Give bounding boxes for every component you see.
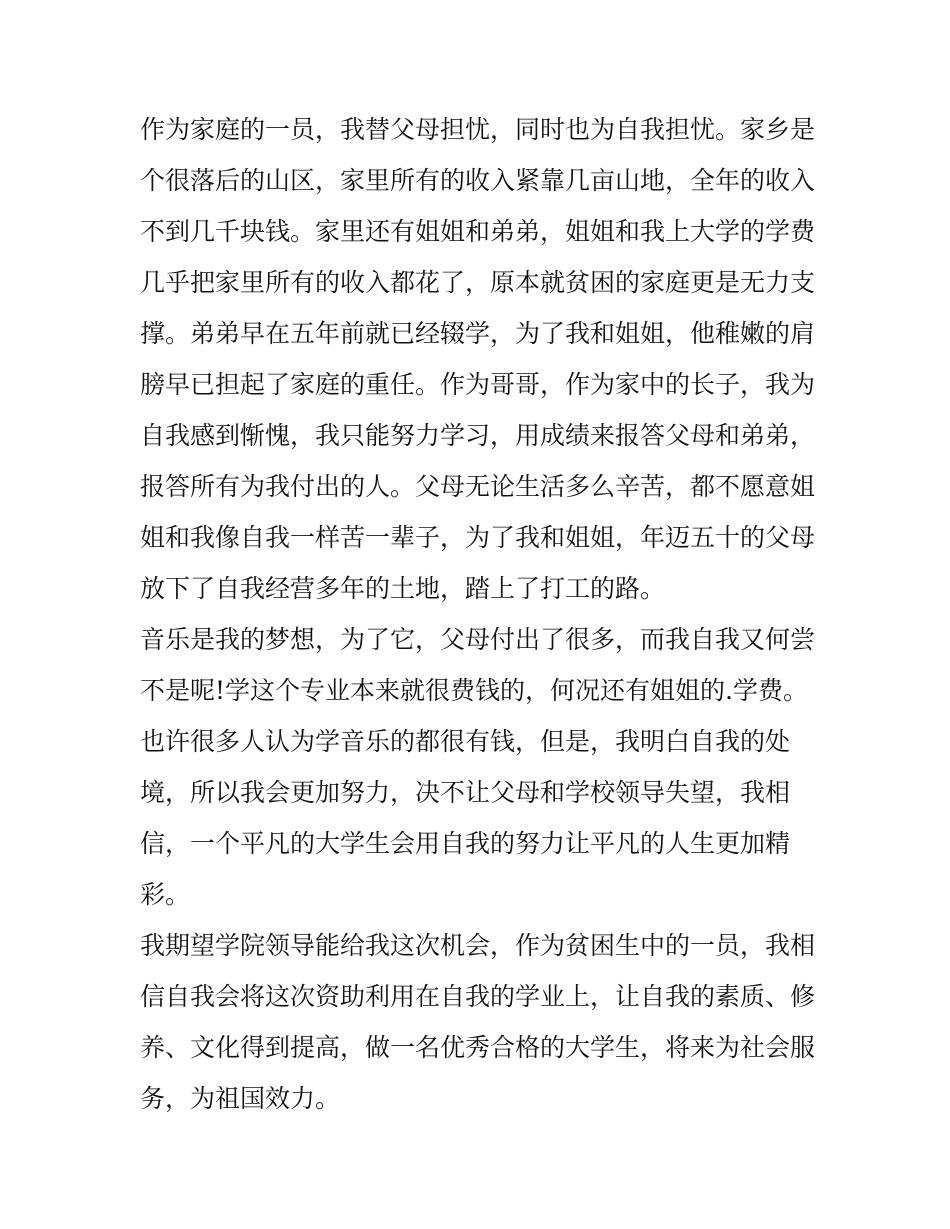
paragraph-3-line-1: 我期望学院领导能给我这次机会，作为贫困生中的一员，我相 [140,931,816,960]
paragraph-1-line-7: 自我感到惭愧，我只能努力学习，用成绩来报答父母和弟弟， [140,421,816,450]
paragraph-2-line-3: 也许很多人认为学音乐的都很有钱，但是，我明白自我的处 [140,727,791,756]
paragraph-2-line-1: 音乐是我的梦想，为了它，父母付出了很多，而我自我又何尝 [140,625,816,654]
paragraph-3-line-4: 务，为祖国效力。 [140,1084,341,1113]
document-body [140,104,820,1124]
paragraph-1-line-2: 个很落后的山区，家里所有的收入紧靠几亩山地，全年的收入 [140,166,816,195]
paragraph-3-line-3: 养、文化得到提高，做一名优秀合格的大学生，将来为社会服 [140,1033,816,1062]
paragraph-1-line-8: 报答所有为我付出的人。父母无论生活多么辛苦，都不愿意姐 [140,472,816,501]
paragraph-1-line-5: 撑。弟弟早在五年前就已经辍学，为了我和姐姐，他稚嫩的肩 [140,319,816,348]
paragraph-1-line-6: 膀早已担起了家庭的重任。作为哥哥，作为家中的长子，我为 [140,370,816,399]
paragraph-1-line-9: 姐和我像自我一样苦一辈子，为了我和姐姐，年迈五十的父母 [140,523,816,552]
paragraph-3-line-2: 信自我会将这次资助利用在自我的学业上，让自我的素质、修 [140,982,816,1011]
paragraph-2-line-2: 不是呢!学这个专业本来就很费钱的，何况还有姐姐的.学费。 [140,676,808,705]
paragraph-1-line-1: 作为家庭的一员，我替父母担忧，同时也为自我担忧。家乡是 [140,115,816,144]
paragraph-2-line-5: 信，一个平凡的大学生会用自我的努力让平凡的人生更加精 [140,829,791,858]
paragraph-2-line-4: 境，所以我会更加努力，决不让父母和学校领导失望，我相 [140,778,791,807]
paragraph-1-line-4: 几乎把家里所有的收入都花了，原本就贫困的家庭更是无力支 [140,268,816,297]
paragraph-1-line-3: 不到几千块钱。家里还有姐姐和弟弟，姐姐和我上大学的学费 [140,217,816,246]
paragraph-2-line-6: 彩。 [140,880,191,909]
paragraph-1-line-10: 放下了自我经营多年的土地，踏上了打工的路。 [140,574,666,603]
